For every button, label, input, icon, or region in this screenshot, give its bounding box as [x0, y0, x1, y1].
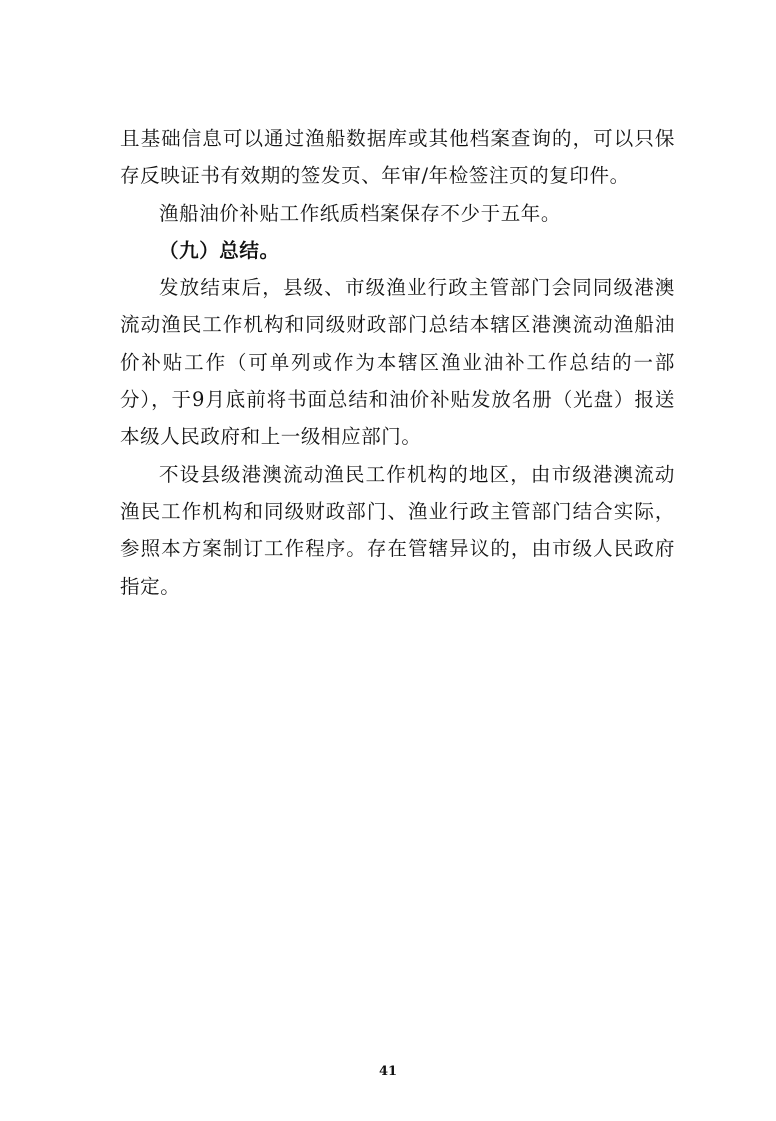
- page-number: 41: [378, 1064, 398, 1079]
- body-text: [120, 120, 675, 605]
- paragraph-no-county-agency: 不设县级港澳流动渔民工作机构的地区，由市级港澳流动渔民工作机构和同级财政部门、渔业行政主管部门结合实际，参照本方案制订工作程序。存在管辖异议的，由市级人民政府指定。: [120, 462, 675, 598]
- paragraph-summary-report: 发放结束后，县级、市级渔业行政主管部门会同同级港澳流动渔民工作机构和同级财政部门总结本辖区港澳流动渔船油价补贴工作（可单列或作为本辖区渔业油补工作总结的一部分），于9月底前将书面总结和油价补贴发放名册（光盘）报送本级人民政府和上一级相应部门。: [120, 276, 675, 449]
- paragraph-continuation: 且基础信息可以通过渔船数据库或其他档案查询的，可以只保存反映证书有效期的签发页、年审/年检签注页的复印件。: [120, 127, 675, 188]
- section-heading-summary: （九）总结。: [159, 238, 280, 262]
- paragraph-archive-retention: 渔船油价补贴工作纸质档案保存不少于五年。: [159, 201, 562, 225]
